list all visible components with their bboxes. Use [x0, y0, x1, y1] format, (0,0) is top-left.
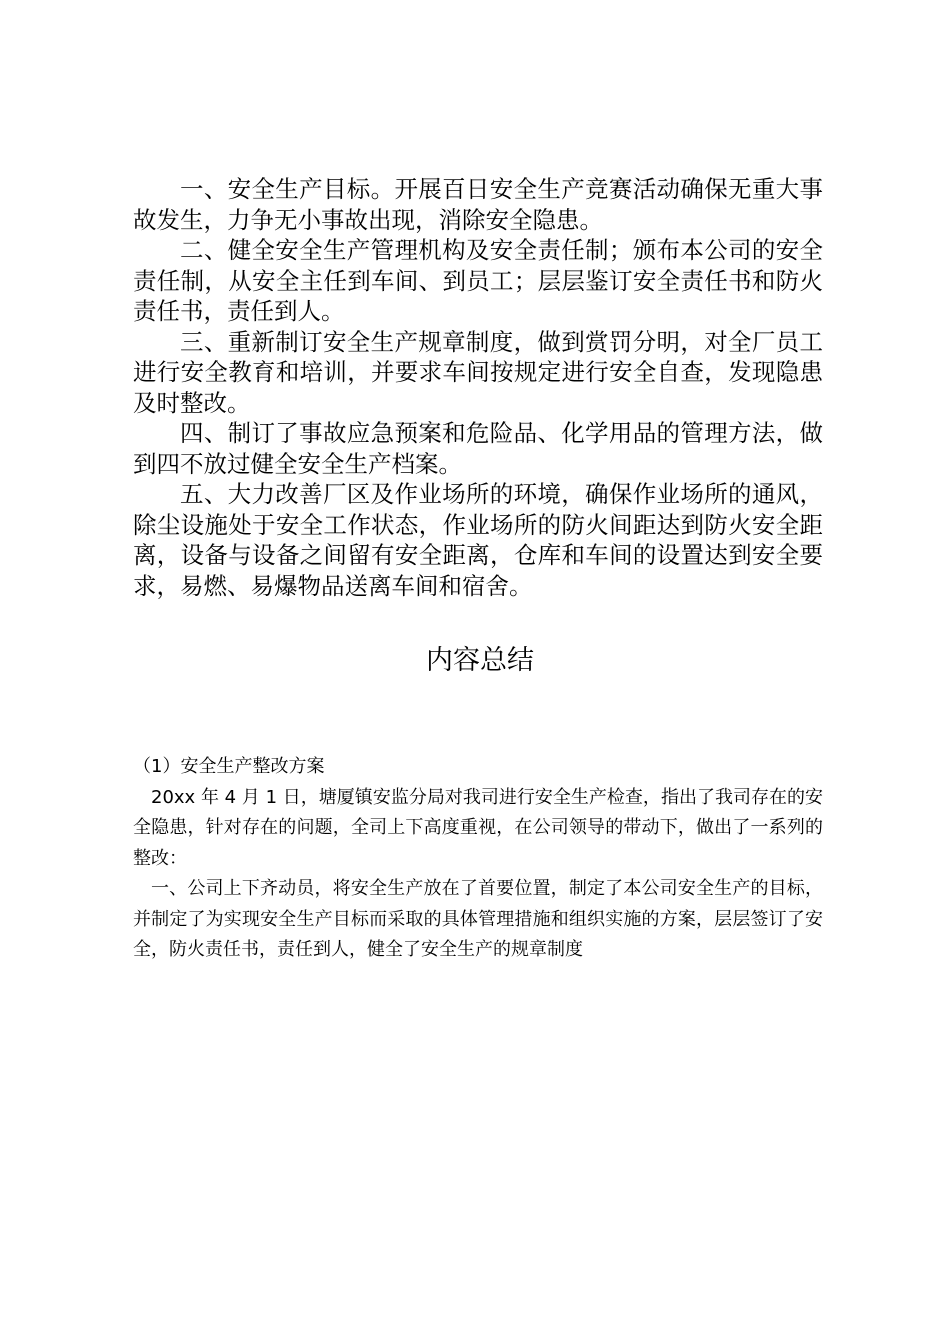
summary-heading: （1）安全生产整改方案	[133, 756, 325, 777]
summary-title: 内容总结	[426, 645, 534, 676]
main-paragraph-5: 五、大力改善厂区及作业场所的环境，确保作业场所的通风，除尘设施处于安全工作状态，作业场所的防火间距达到防火安全距离，设备与设备之间留有安全距离，仓库和车间的设置达到安全要求，易燃、易爆物品送离车间和宿舍。	[133, 480, 823, 600]
summary-paragraph-2: 一、公司上下齐动员，将安全生产放在了首要位置，制定了本公司安全生产的目标，并制定了为实现安全生产目标而采取的具体管理措施和组织实施的方案，层层签订了安全，防火责任书，责任到人，健全了安全生产的规章制度	[133, 878, 823, 960]
main-paragraph-1: 一、安全生产目标。开展百日安全生产竞赛活动确保无重大事故发生，力争无小事故出现，消除安全隐患。	[133, 175, 823, 234]
main-content	[133, 174, 823, 601]
main-paragraph-4: 四、制订了事故应急预案和危险品、化学用品的管理方法，做到四不放过健全安全生产档案。	[133, 419, 823, 478]
summary-content	[133, 752, 823, 966]
main-paragraph-3: 三、重新制订安全生产规章制度，做到赏罚分明，对全厂员工进行安全教育和培训，并要求车间按规定进行安全自查，发现隐患及时整改。	[133, 327, 823, 417]
main-paragraph-2: 二、健全安全生产管理机构及安全责任制；颁布本公司的安全责任制，从安全主任到车间、到员工；层层鉴订安全责任书和防火责任书，责任到人。	[133, 236, 823, 325]
summary-paragraph-1: 20xx 年 4 月 1 日，塘厦镇安监分局对我司进行安全生产检查，指出了我司存在的安全隐患，针对存在的问题，全司上下高度重视，在公司领导的带动下，做出了一系列的整改：	[133, 786, 823, 869]
